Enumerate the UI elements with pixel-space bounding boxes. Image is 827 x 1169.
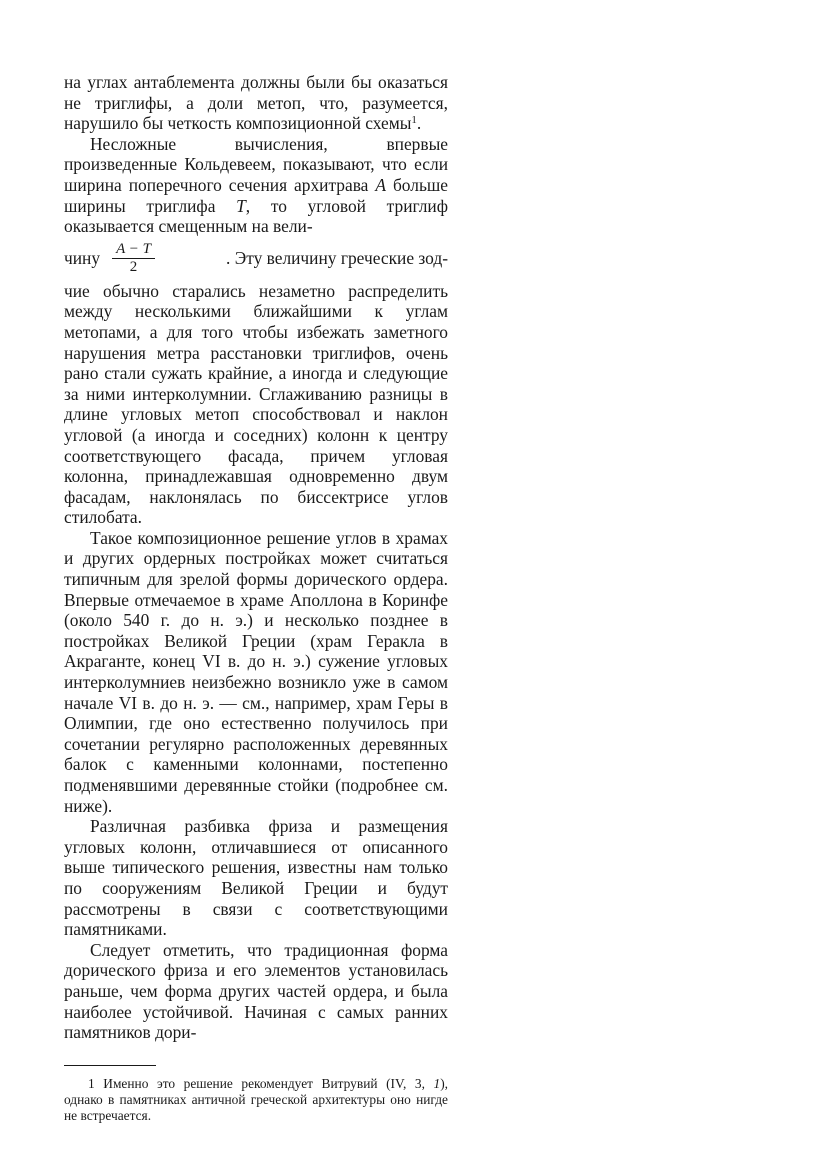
formula-lead-text: чину — [64, 248, 101, 269]
fraction-denominator: 2 — [129, 259, 138, 276]
paragraph-4: Различная разбивка фриза и размещения угловых колонн, отличавшиеся от описанного выше типического решения, известны нам только по сооружениям Великой Греции и будут рассмотрены в связи с соответствующими памятниками. — [64, 816, 448, 940]
footnote-italic: 1 — [433, 1075, 441, 1091]
paragraph-2-part1: Несложные вычисления, впервые произведенные Кольдевеем, показывают, что если ширина поперечного сечения архитрава — [64, 133, 448, 195]
paragraph-1 — [64, 72, 448, 134]
fraction — [112, 241, 155, 276]
footnote-divider — [64, 1065, 156, 1066]
footnote — [64, 1076, 448, 1125]
paragraph-2-part3: , то угловой триглиф оказывается смещенным на вели- — [64, 195, 448, 237]
footnote-number: 1 — [88, 1075, 95, 1091]
fraction-numerator: A − T — [112, 241, 155, 259]
paragraph-2-rest: чие обычно старались незаметно распределить между несколькими ближайшими к углам метопами, а для того чтобы избежать заметного нарушения метра расстановки триглифов, очень рано стали сужать крайние, а иногда и следующие за ними интерколумнии. Сглаживанию разницы в длине угловых метоп способствовал и наклон угловой (а иногда и соседних) колонн к центру соответствующего фасада, причем угловая колонна, принадлежавшая одновременно двум фасадам, наклонялась по биссектрисе углов стилобата. — [64, 280, 448, 528]
footnote-part2: ), однако в памятниках античной греческой архитектуры оно нигде не встречается. — [64, 1075, 448, 1124]
variable-t: T — [236, 195, 246, 216]
page-text-column — [64, 72, 448, 1124]
formula-line — [64, 237, 448, 281]
formula-left — [64, 241, 163, 276]
paragraph-1-tail: . — [416, 113, 422, 134]
paragraph-5: Следует отметить, что традиционная форма дорического фриза и его элементов установилась раньше, чем форма других частей ордера, и была наиболее устойчивой. Начиная с самых ранних памятников дори- — [64, 939, 448, 1043]
footnote-part1: Именно это решение рекомендует Витрувий (IV, 3, — [94, 1075, 434, 1091]
paragraph-2-part2: больше ширины триглифа — [64, 174, 448, 216]
variable-a: A — [375, 174, 386, 195]
paragraph-3: Такое композиционное решение углов в храмах и других ордерных постройках может считаться типичным для зрелой формы дорического ордера. Впервые отмечаемое в храме Аполлона в Коринфе (около 540 г. до н. э.) и несколько позднее в постройках Великой Греции (храм Геракла в Акраганте, конец VI в. до н. э.) сужение угловых интерколумниев неизбежно возникло уже в самом начале VI в. до н. э. — см., например, храм Геры в Олимпии, где оно естественно получилось при сочетании регулярно расположенных деревянных балок с каменными колоннами, постепенно подменявшими деревянные стойки (подробнее см. ниже). — [64, 527, 448, 816]
footnote-reference[interactable]: 1 — [411, 114, 417, 127]
paragraph-2-intro — [64, 134, 448, 237]
paragraph-1-text: на углах антаблемента должны были бы оказаться не триглифы, а доли метоп, что, разумеется, нарушило бы четкость композиционной схемы — [64, 72, 448, 134]
formula-trail-text: . Эту величину греческие зод- — [226, 248, 448, 269]
